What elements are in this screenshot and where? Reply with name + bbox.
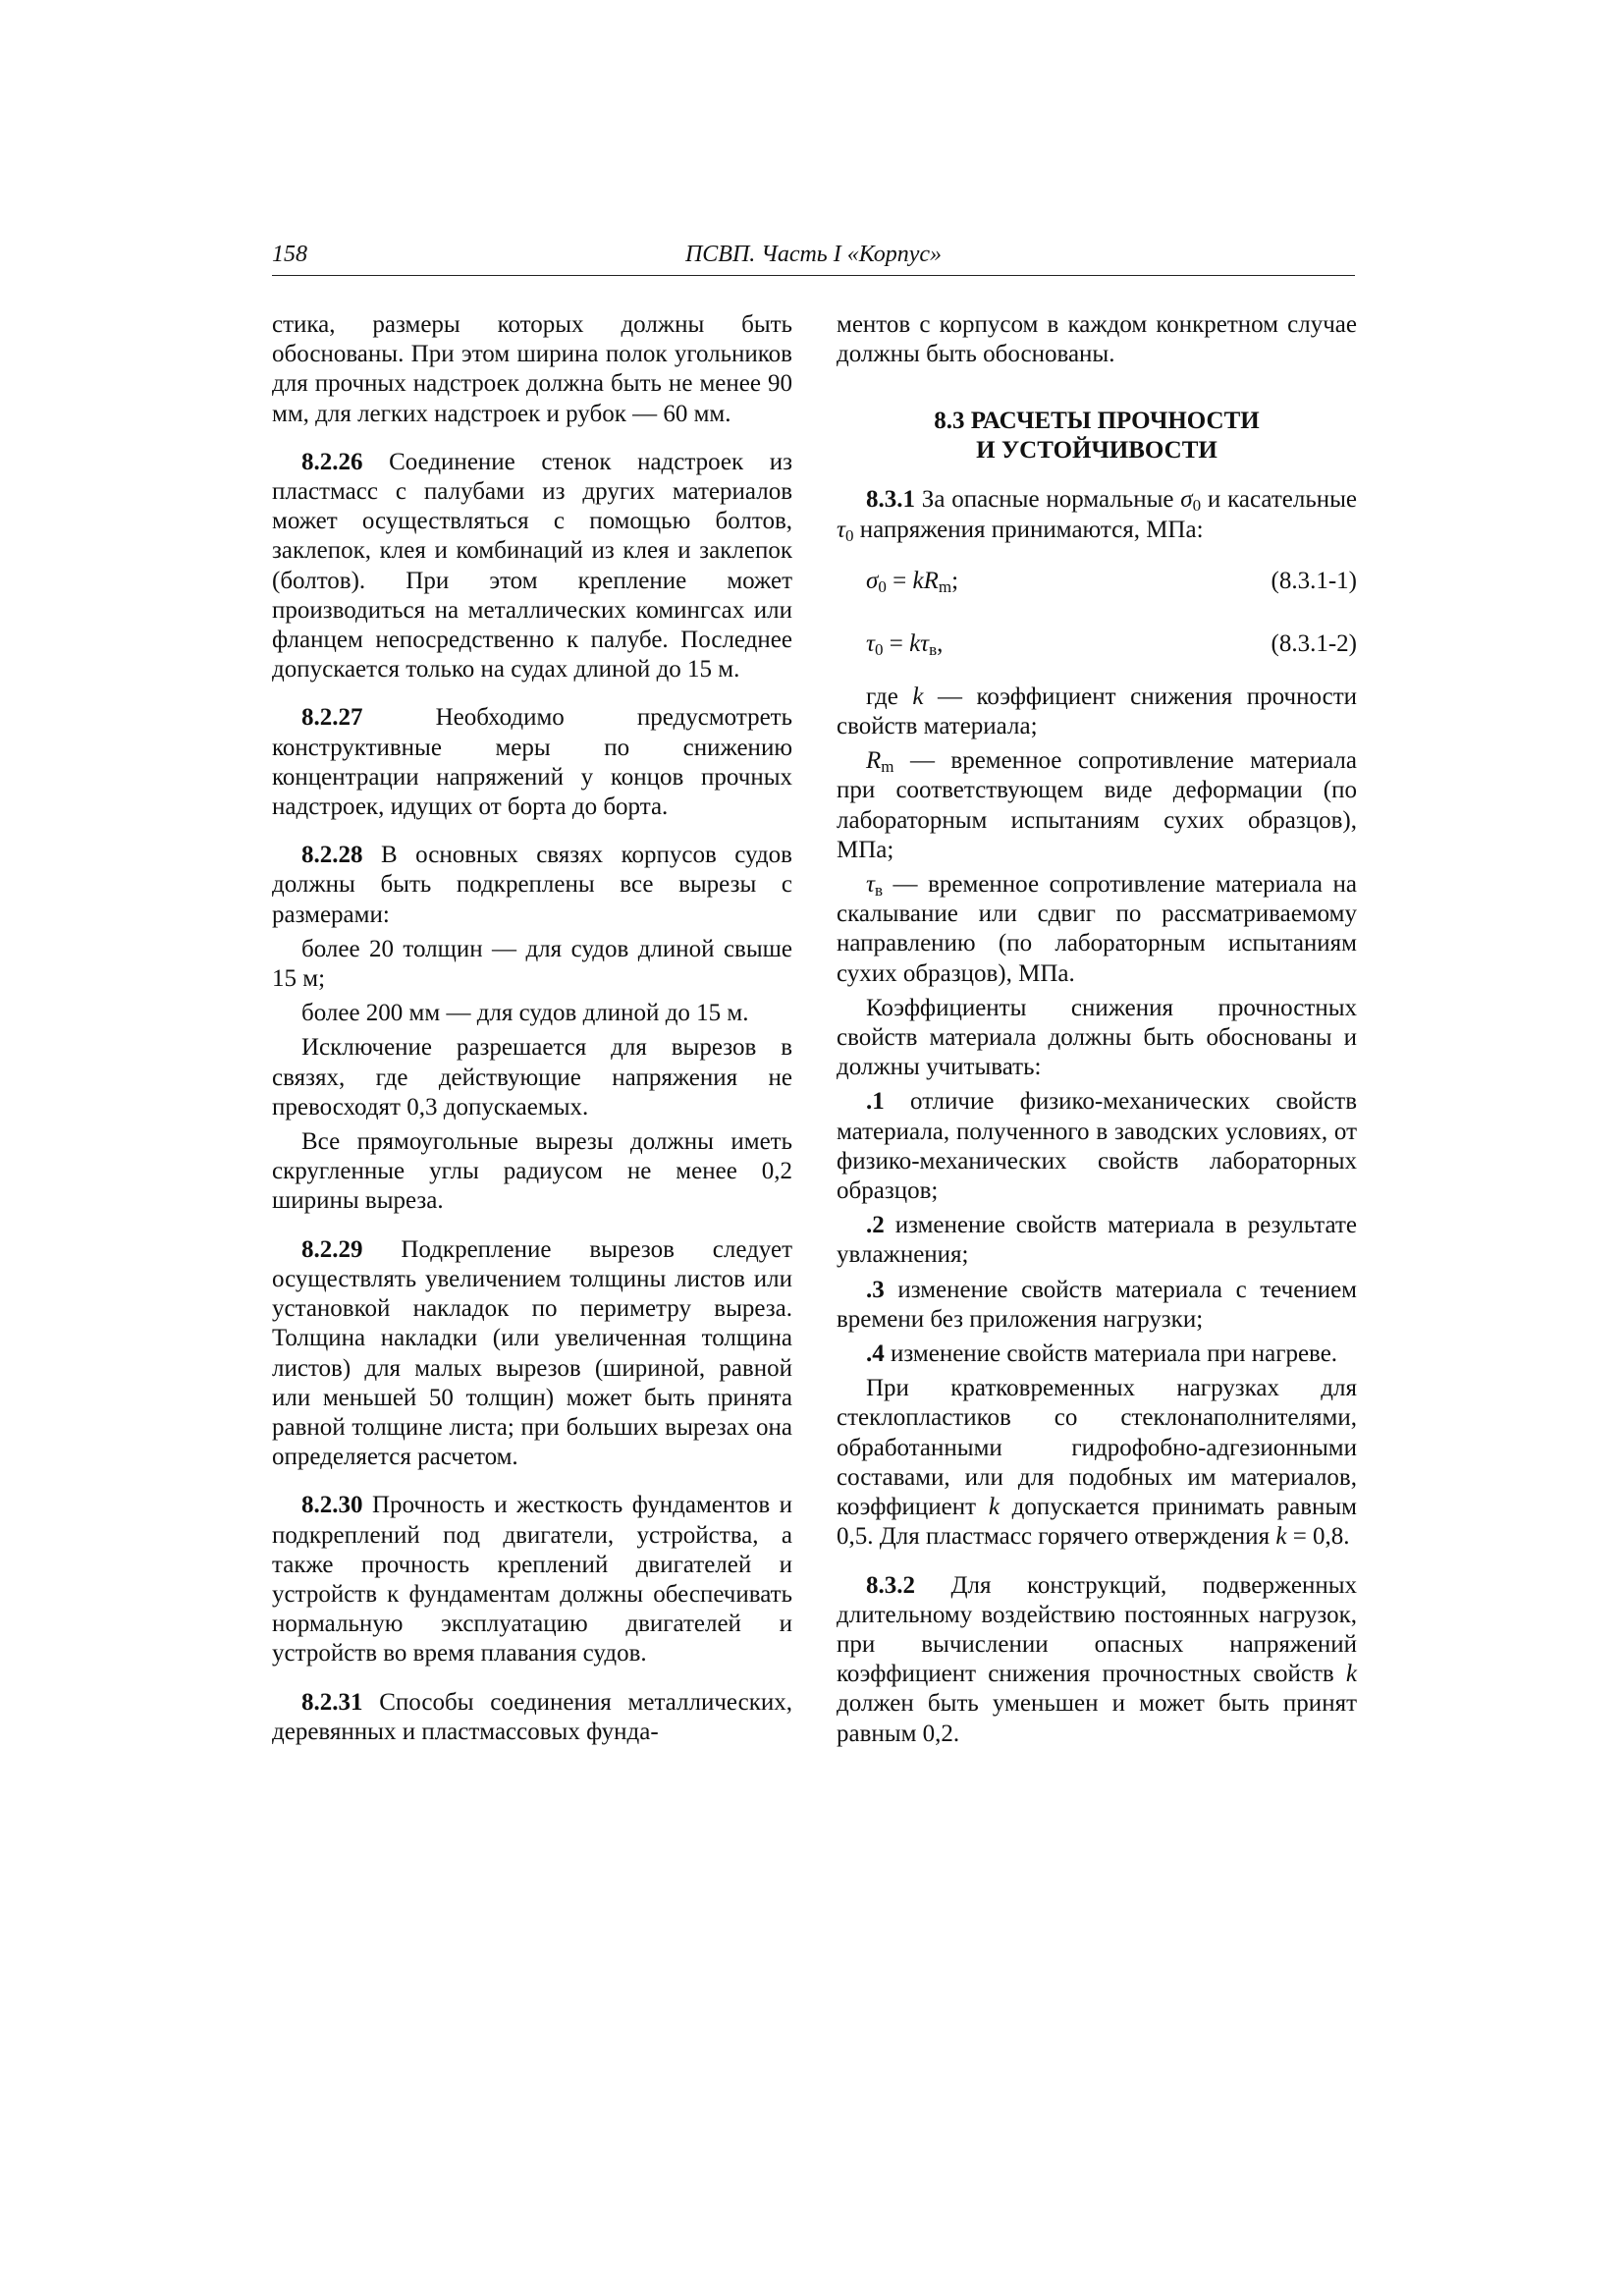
clause-text: Подкрепление вырезов следует осуществлять увеличением толщины листов или установкой накладок по периметру выреза. Толщина накладки (или увеличенная толщина листов) для малых вырезов (шириной, равной или меньшей 50 толщин) может быть принята равной толщине листа; при больших вырезах она определяется расчетом. bbox=[272, 1235, 792, 1471]
section-heading-line: И УСТОЙЧИВОСТИ bbox=[976, 437, 1217, 465]
item-text: изменение свойств материала в результате увлажнения; bbox=[837, 1212, 1357, 1269]
coefficients-intro: Коэффициенты снижения прочностных свойств материала должны быть обоснованы и должны учитывать: bbox=[837, 994, 1357, 1081]
subscript: 0 bbox=[844, 525, 854, 545]
list-item-2 bbox=[837, 1211, 1357, 1270]
tau-symbol: τ bbox=[837, 516, 845, 543]
clause-number: 8.2.31 bbox=[301, 1688, 363, 1716]
definition-text: — временное сопротивление материала на скалывание или сдвиг по рассматриваемому направлению (по лабораторным испытаниям сухих образцов), МПа. bbox=[837, 871, 1357, 987]
formula-symbol: k bbox=[1275, 1523, 1287, 1551]
equals-sign: = bbox=[883, 629, 910, 657]
clause-text: должен быть уменьшен и может быть принят равным 0,2. bbox=[837, 1690, 1357, 1747]
paragraph-text: При кратковременных нагрузках для стеклопластиков со стеклонаполнителями, обработанными гидрофобно-адгезионными составами, или для подобных им материалов, коэффициент bbox=[837, 1375, 1357, 1521]
formula-symbol: k bbox=[1345, 1661, 1357, 1688]
formula-symbol: τ bbox=[920, 629, 930, 657]
definition-k bbox=[837, 683, 1357, 741]
subscript: m bbox=[881, 757, 894, 777]
subscript: 0 bbox=[1192, 496, 1202, 516]
continued-paragraph: стика, размеры которых должны быть обоснованы. При этом ширина полок угольников для прочных надстроек должна быть не менее 90 мм, для легких надстроек и рубок — 60 мм. bbox=[272, 311, 792, 427]
section-heading bbox=[837, 407, 1357, 465]
right-column bbox=[837, 310, 1357, 1749]
formula-symbol: k bbox=[909, 629, 921, 657]
clause-number: 8.2.29 bbox=[301, 1235, 363, 1263]
clause-8-2-28 bbox=[272, 841, 792, 930]
item-number: .1 bbox=[866, 1088, 885, 1116]
clause-number: 8.3.1 bbox=[866, 486, 915, 514]
clause-number: 8.2.30 bbox=[301, 1492, 363, 1519]
item-text: изменение свойств материала при нагреве. bbox=[884, 1340, 1338, 1368]
clause-8-2-27 bbox=[272, 703, 792, 822]
definition-rm bbox=[837, 746, 1357, 865]
formula-8-3-1-1 bbox=[837, 567, 1357, 596]
clause-number: 8.3.2 bbox=[866, 1571, 915, 1599]
subscript: 0 bbox=[874, 639, 884, 659]
formula-symbol: R bbox=[923, 567, 939, 594]
clause-number: 8.2.27 bbox=[301, 704, 363, 732]
formula-expression bbox=[866, 567, 958, 596]
clause-8-2-29 bbox=[272, 1235, 792, 1473]
definition-text: — коэффициент снижения прочности свойств материала; bbox=[837, 683, 1357, 740]
clause-8-2-31 bbox=[272, 1688, 792, 1747]
section-heading-line: 8.3 РАСЧЕТЫ ПРОЧНОСТИ bbox=[934, 408, 1260, 435]
list-item: более 200 мм — для судов длиной до 15 м. bbox=[301, 1000, 749, 1027]
list-item-1 bbox=[837, 1087, 1357, 1206]
item-text: изменение свойств материала с течением времени без приложения нагрузки; bbox=[837, 1276, 1357, 1333]
clause-8-2-26 bbox=[272, 448, 792, 685]
formula-symbol: k bbox=[912, 567, 924, 594]
formula-expression bbox=[866, 629, 943, 659]
item-number: .4 bbox=[866, 1340, 885, 1368]
formula-number: (8.3.1-1) bbox=[1271, 567, 1357, 594]
formula-symbol: k bbox=[912, 683, 924, 710]
clause-text: Необходимо предусмотреть конструктивные меры по снижению концентрации напряжений у концов прочных надстроек, идущих от борта до борта. bbox=[272, 704, 792, 821]
clause-number: 8.2.28 bbox=[301, 842, 363, 869]
short-load-paragraph bbox=[837, 1374, 1357, 1552]
item-number: .2 bbox=[866, 1212, 885, 1239]
clause-text: Соединение стенок надстроек из пластмасс с палубами из других материалов может осуществляться с помощью болтов, заклепок, клея и комбинаций из клея и заклепок (болтов). При этом крепление может производиться на металлических комингсах или фланцем непосредственно к палубе. Последнее допускается только на судах длиной до 15 м. bbox=[272, 448, 792, 683]
formula-punct: , bbox=[937, 629, 944, 657]
equals-sign: = bbox=[886, 567, 913, 594]
clause-text: и касательные bbox=[1201, 486, 1357, 514]
clause-8-3-1 bbox=[837, 485, 1357, 544]
formula-symbol: k bbox=[988, 1494, 1000, 1521]
clause-text: За опасные нормальные bbox=[915, 486, 1181, 514]
clause-text: напряжения принимаются, МПа: bbox=[853, 516, 1204, 543]
formula-number: (8.3.1-2) bbox=[1271, 629, 1357, 657]
list-item-4 bbox=[837, 1339, 1357, 1369]
subscript: 0 bbox=[878, 576, 887, 596]
continued-paragraph: ментов с корпусом в каждом конкретном случае должны быть обоснованы. bbox=[837, 311, 1357, 368]
clause-text: Прочность и жесткость фундаментов и подкреплений под двигатели, устройства, а также прочность креплений двигателей и устройств к фундаментам должны обеспечивать нормальную эксплуатацию двигателей и устройств во время плавания судов. bbox=[272, 1492, 792, 1667]
list-item-3 bbox=[837, 1276, 1357, 1335]
formula-symbol: τ bbox=[866, 629, 875, 657]
clause-number: 8.2.26 bbox=[301, 448, 363, 475]
page-number: 158 bbox=[272, 242, 307, 267]
paragraph-text: допускается принимать равным 0,5. Для пластмасс горячего отверждения bbox=[837, 1494, 1357, 1551]
clause-8-3-2 bbox=[837, 1571, 1357, 1749]
running-header bbox=[272, 242, 1355, 276]
paragraph-text: = 0,8. bbox=[1286, 1523, 1350, 1551]
running-title: ПСВП. Часть I «Корпус» bbox=[684, 242, 943, 267]
subscript: m bbox=[938, 576, 952, 596]
left-column bbox=[272, 310, 792, 1747]
formula-symbol: R bbox=[866, 747, 882, 775]
sigma-symbol: σ bbox=[1180, 486, 1193, 514]
item-text: отличие физико-механических свойств материала, полученного в заводских условиях, от физико-механических свойств лабораторных образцов; bbox=[837, 1088, 1357, 1205]
clause-text: В основных связях корпусов судов должны быть подкреплены все вырезы с размерами: bbox=[272, 842, 792, 928]
clause-note: Исключение разрешается для вырезов в связях, где действующие напряжения не превосходят 0,3 допускаемых. bbox=[272, 1034, 792, 1121]
subscript: в bbox=[874, 881, 883, 901]
definition-tau bbox=[837, 870, 1357, 989]
clause-note: Все прямоугольные вырезы должны иметь скругленные углы радиусом не менее 0,2 ширины выреза. bbox=[272, 1128, 792, 1215]
formula-symbol: σ bbox=[866, 567, 879, 594]
clause-text: Способы соединения металлических, деревянных и пластмассовых фунда- bbox=[272, 1688, 792, 1745]
list-item: более 20 толщин — для судов длиной свыше 15 м; bbox=[272, 935, 792, 993]
formula-punct: ; bbox=[951, 567, 959, 594]
formula-symbol: τ bbox=[866, 871, 875, 899]
formula-8-3-1-2 bbox=[837, 629, 1357, 659]
clause-8-2-30 bbox=[272, 1491, 792, 1668]
subscript: в bbox=[929, 639, 938, 659]
definition-text: — временное сопротивление материала при соответствующем виде деформации (по лабораторным испытаниям сухих образцов), МПа; bbox=[837, 747, 1357, 863]
clause-text: Для конструкций, подверженных длительному воздействию постоянных нагрузок, при вычислении опасных напряжений коэффициент снижения прочностных свойств bbox=[837, 1571, 1357, 1688]
item-number: .3 bbox=[866, 1276, 885, 1303]
definition-lead: где bbox=[866, 683, 913, 710]
